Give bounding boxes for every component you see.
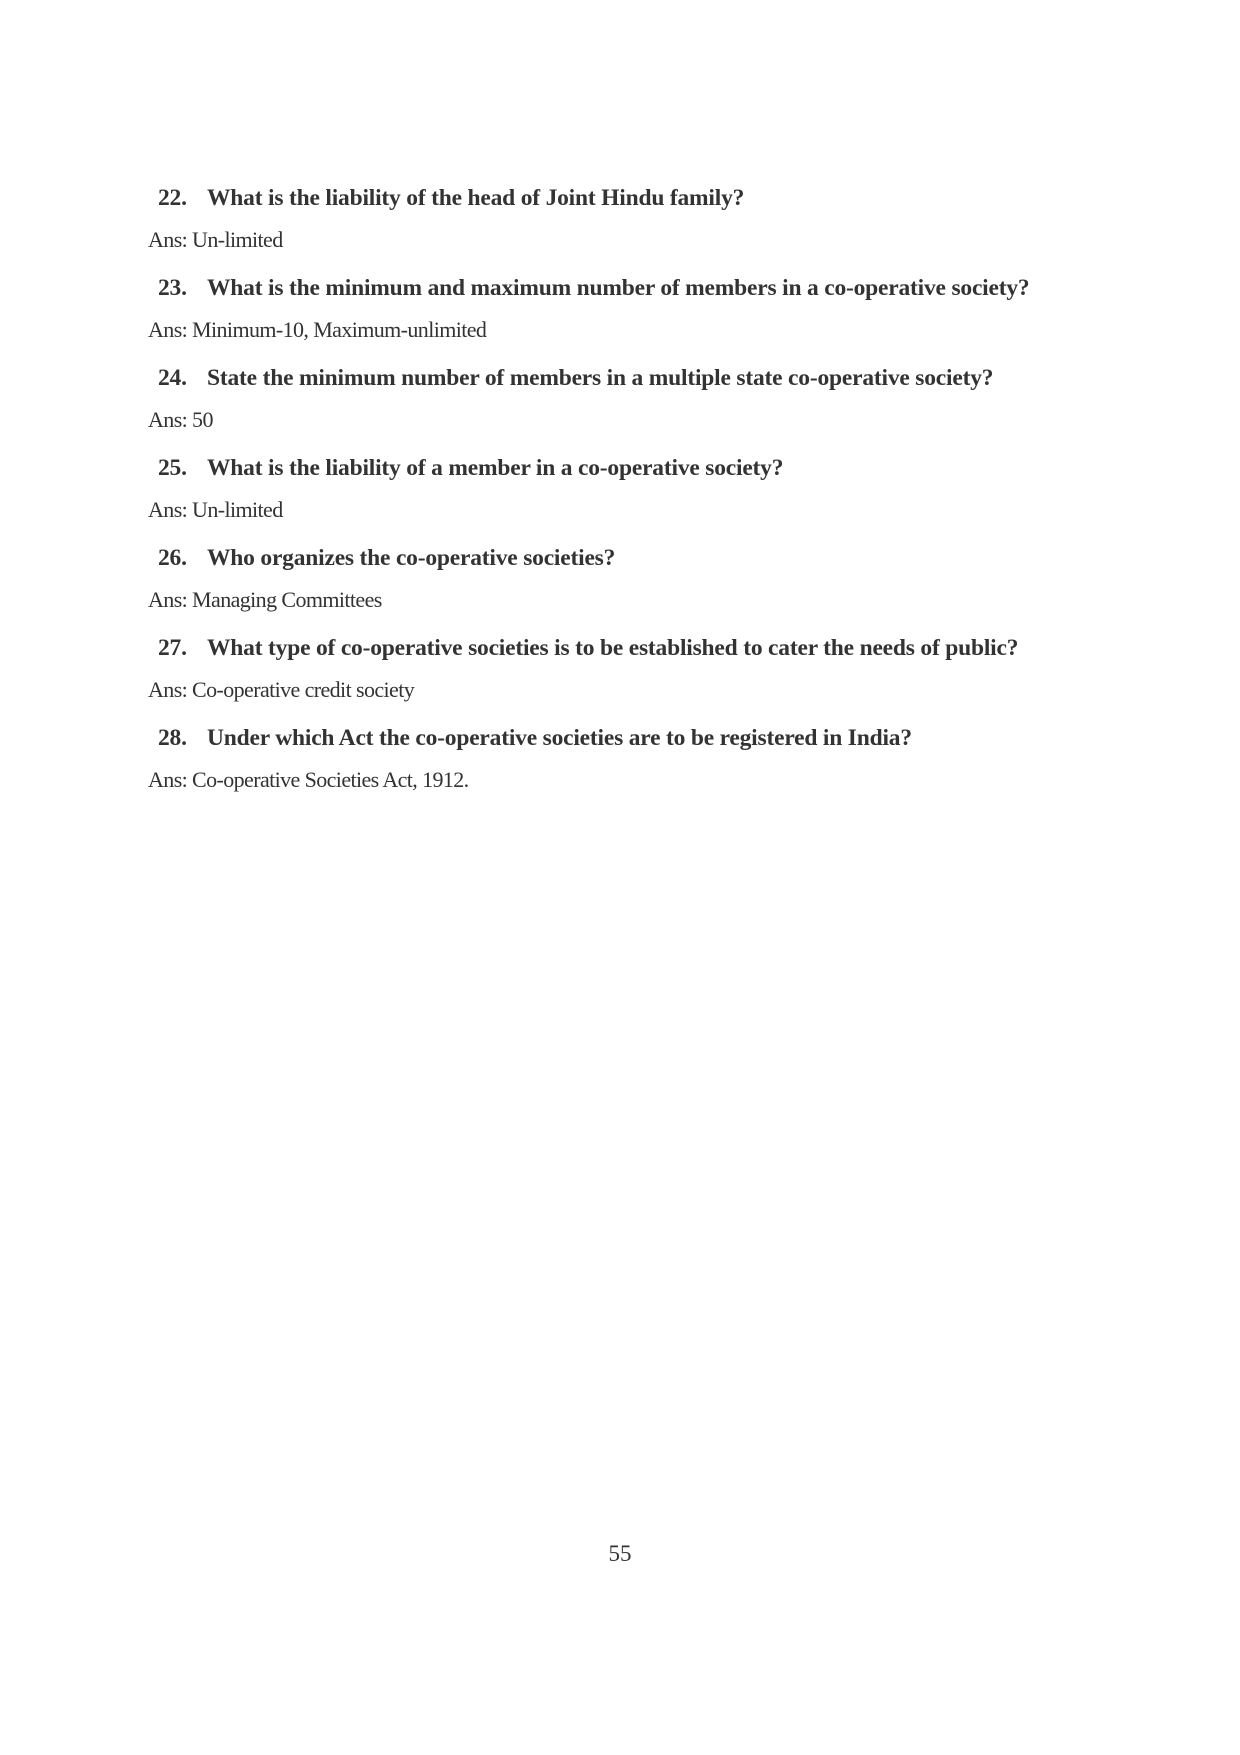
question-number: 24. bbox=[158, 365, 187, 391]
question-answer-list bbox=[148, 180, 1128, 810]
answer-22: Ans: Un-limited bbox=[148, 227, 283, 252]
qa-item-26 bbox=[148, 540, 1128, 616]
question-23 bbox=[158, 270, 1128, 306]
qa-item-22 bbox=[148, 180, 1128, 256]
question-25 bbox=[158, 450, 1128, 486]
question-number: 26. bbox=[158, 545, 187, 571]
question-text: Under which Act the co-operative societies are to be registered in India? bbox=[207, 725, 912, 751]
answer-25: Ans: Un-limited bbox=[148, 497, 283, 522]
answer-27: Ans: Co-operative credit society bbox=[148, 677, 415, 702]
question-number: 27. bbox=[158, 635, 187, 661]
question-number: 28. bbox=[158, 725, 187, 751]
question-text: Who organizes the co-operative societies? bbox=[207, 545, 616, 571]
qa-item-28 bbox=[148, 720, 1128, 796]
question-28 bbox=[158, 720, 1128, 756]
answer-28: Ans: Co-operative Societies Act, 1912. bbox=[148, 767, 469, 792]
question-text: State the minimum number of members in a multiple state co-operative society? bbox=[207, 365, 994, 391]
answer-26: Ans: Managing Committees bbox=[148, 587, 382, 612]
question-26 bbox=[158, 540, 1128, 576]
answer-23: Ans: Minimum-10, Maximum-unlimited bbox=[148, 317, 487, 342]
qa-item-24 bbox=[148, 360, 1128, 436]
qa-item-27 bbox=[148, 630, 1128, 706]
question-22 bbox=[158, 180, 1128, 216]
question-24 bbox=[158, 360, 1128, 396]
question-text: What type of co-operative societies is to be established to cater the needs of public? bbox=[207, 635, 1019, 661]
answer-24: Ans: 50 bbox=[148, 407, 213, 432]
question-27 bbox=[158, 630, 1128, 666]
question-text: What is the minimum and maximum number of members in a co-operative society? bbox=[207, 275, 1030, 301]
question-number: 25. bbox=[158, 455, 187, 481]
question-text: What is the liability of a member in a co-operative society? bbox=[207, 455, 784, 481]
page-number: 55 bbox=[608, 1541, 632, 1566]
question-number: 22. bbox=[158, 185, 187, 211]
qa-item-23 bbox=[148, 270, 1128, 346]
question-text: What is the liability of the head of Joint Hindu family? bbox=[207, 185, 745, 211]
qa-item-25 bbox=[148, 450, 1128, 526]
question-number: 23. bbox=[158, 275, 187, 301]
